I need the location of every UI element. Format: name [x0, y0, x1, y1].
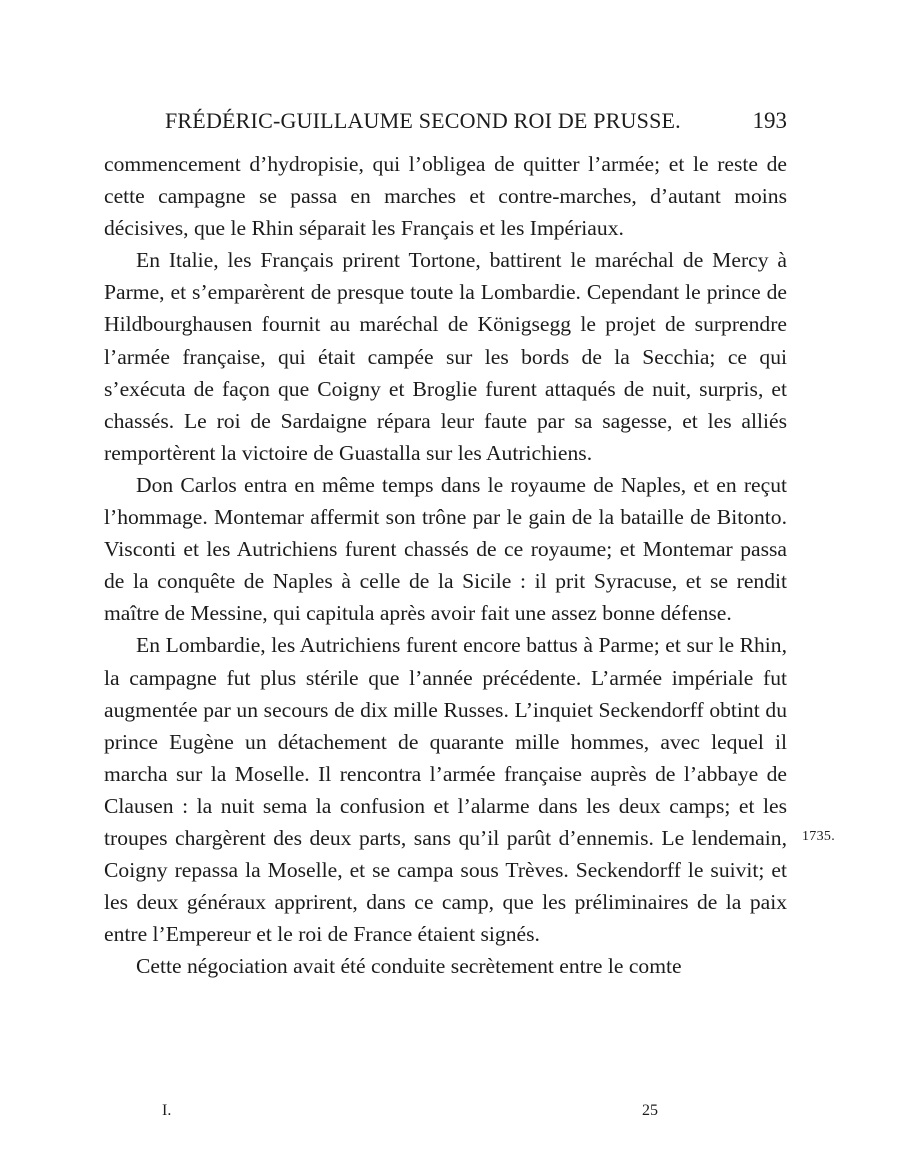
paragraph-lombardie: En Lombardie, les Autrichiens furent encore battus à Parme; et sur le Rhin, la campagne fut plus stérile que l’année précédente. L’armée impériale fut augmentée par un secours de dix mille Russes. L’inquiet Seckendorff obtint du prince Eugène un détachement de quarante mille hommes, avec lequel il marcha sur la Moselle. Il rencontra l’armée française auprès de l’abbaye de Clausen : la nuit sema la confusion et l’alarme dans les deux camps; et les troupes chargèrent des deux parts, sans qu’il parût d’ennemis. Le lendemain, Coigny repassa la Moselle, et se campa sous Trèves. Seckendorff le suivit; et les deux généraux apprirent, dans ce camp, que les préliminaires de la paix entre l’Empereur et le roi de France étaient signés. [104, 633, 787, 947]
page-number: 193 [752, 108, 787, 133]
paragraph-continuation: commencement d’hydropisie, qui l’obligea de quitter l’armée; et le reste de cette campagne se passa en marches et contre-marches, d’autant moins décisives, que le Rhin séparait les Français et les Impériaux. [104, 152, 787, 241]
paragraph-negociation: Cette négociation avait été conduite secrètement entre le comte [136, 954, 682, 979]
body-text [104, 148, 787, 982]
paragraph-italie: En Italie, les Français prirent Tortone, battirent le maréchal de Mercy à Parme, et s’emparèrent de presque toute la Lombardie. Cependant le prince de Hildbourghausen fournit au maréchal de Königsegg le projet de surprendre l’armée française, qui était campée sur les bords de la Secchia; ce qui s’exécuta de façon que Coigny et Broglie furent attaqués de nuit, surpris, et chassés. Le roi de Sardaigne répara leur faute par sa sagesse, et les alliés remportèrent la victoire de Guastalla sur les Autrichiens. [104, 248, 787, 465]
running-title: FRÉDÉRIC-GUILLAUME SECOND ROI DE PRUSSE. [165, 108, 681, 133]
page-header [104, 106, 787, 142]
footer-volume: I. [162, 1102, 172, 1119]
margin-year-note: 1735. [802, 829, 835, 844]
footer-signature: 25 [642, 1102, 658, 1119]
paragraph-naples: Don Carlos entra en même temps dans le royaume de Naples, et en reçut l’hommage. Montemar affermit son trône par le gain de la bataille de Bitonto. Visconti et les Autrichiens furent chassés de ce royaume; et Montemar passa de la conquête de Naples à celle de la Sicile : il prit Syracuse, et se rendit maître de Messine, qui capitula après avoir fait une assez bonne défense. [104, 472, 787, 626]
